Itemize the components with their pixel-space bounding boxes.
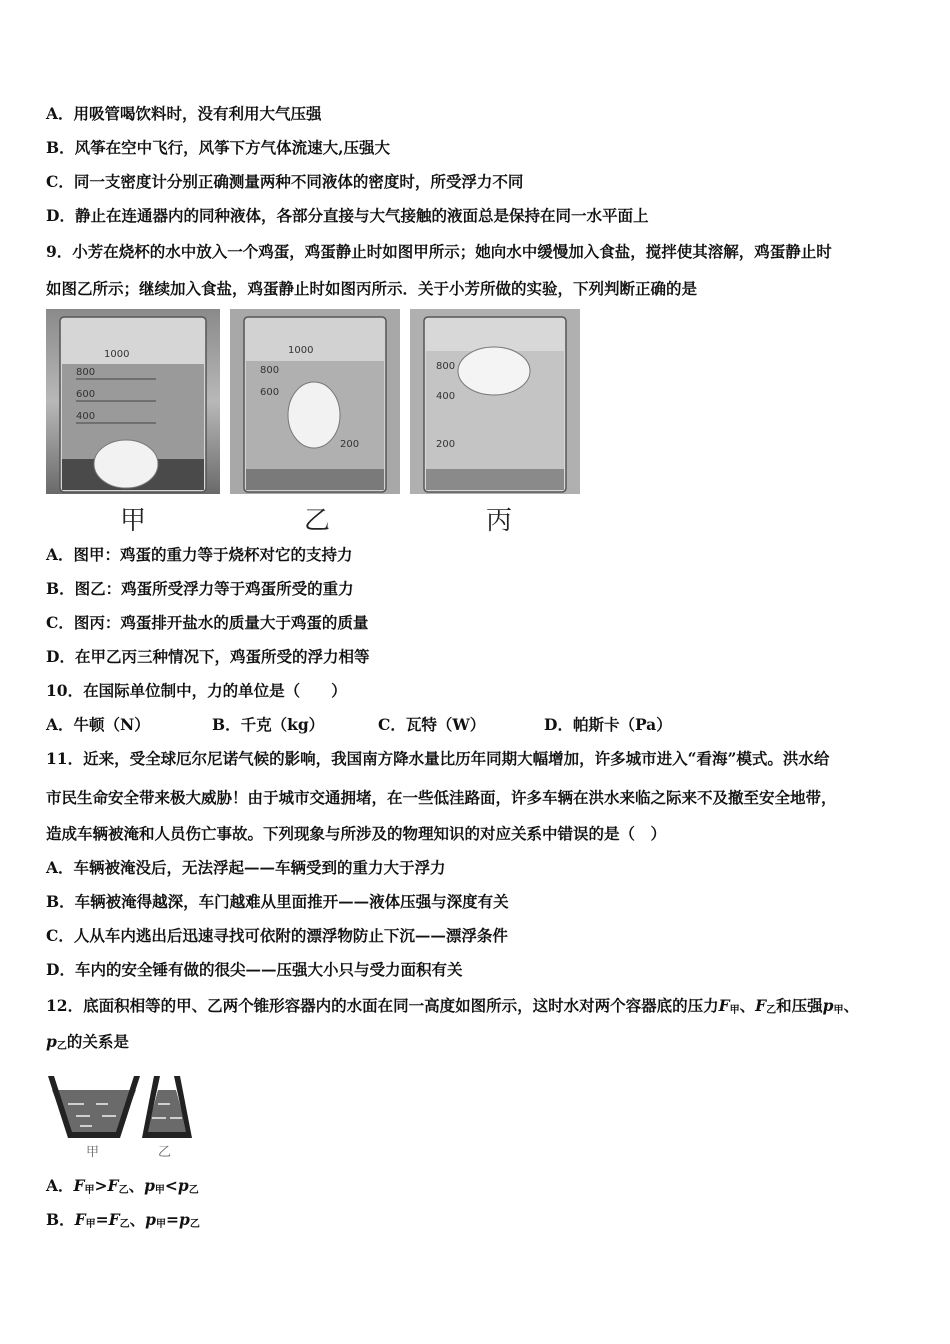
opt-label: B． [46, 1210, 75, 1229]
sep: 、 [843, 996, 859, 1015]
q10-stem: 10．在国际单位制中，力的单位是（ ） [46, 681, 347, 700]
q12-stem-line1 [46, 994, 859, 1016]
cone-containers-figure [46, 1074, 196, 1160]
opt-label: A． [46, 1176, 74, 1195]
var-p: p [46, 1032, 57, 1051]
q10-option-c: C．瓦特（W） [378, 715, 486, 734]
var-F: F [74, 1210, 86, 1229]
sub-yi: 乙 [766, 1005, 777, 1016]
q11-option-c: C．人从车内逃出后迅速寻找可依附的漂浮物防止下沉——漂浮条件 [46, 926, 508, 945]
caption-yi: 乙 [304, 506, 331, 536]
beaker-mark-1000: 1000 [288, 345, 314, 356]
q11-option-d: D．车内的安全锤有做的很尖——压强大小只与受力面积有关 [46, 960, 463, 979]
sep: 、 [739, 996, 756, 1015]
caption-jia: 甲 [120, 506, 147, 536]
q12-stem-text2: 和压强 [776, 996, 823, 1015]
beaker-photo-jia [46, 309, 220, 494]
beaker-mark-1000: 1000 [104, 349, 130, 360]
var-p: p [822, 996, 834, 1015]
q11-stem-line2: 市民生命安全带来极大威胁！由于城市交通拥堵，在一些低洼路面，许多车辆在洪水来临之际来不及撤至安全地带， [46, 788, 837, 807]
q12-option-b [46, 1208, 200, 1230]
q10-options [46, 713, 672, 735]
q8-option-c: C．同一支密度计分别正确测量两种不同液体的密度时，所受浮力不同 [46, 172, 524, 191]
sub-jia: 甲 [154, 1185, 165, 1196]
var-p: p [179, 1210, 190, 1229]
sub-jia: 甲 [156, 1219, 166, 1230]
q8-option-a: A．用吸管喝饮料时，没有利用大气压强 [46, 104, 322, 123]
q10-option-b: B．千克（kg） [212, 715, 325, 734]
sub-yi: 乙 [189, 1219, 200, 1230]
q9-option-d: D．在甲乙丙三种情况下，鸡蛋所受的浮力相等 [46, 647, 370, 666]
q11-stem-line1: 11．近来，受全球厄尔尼诺气候的影响，我国南方降水量比历年同期大幅增加，许多城市进入“看海”模式。洪水给 [46, 749, 830, 768]
sub-jia: 甲 [84, 1185, 95, 1196]
sub-yi: 乙 [119, 1219, 130, 1230]
q12-stem-text: 12．底面积相等的甲、乙两个锥形容器内的水面在同一高度如图所示，这时水对两个容器底的压力 [46, 996, 719, 1015]
sub-yi: 乙 [188, 1185, 199, 1196]
beaker-mark-600: 600 [260, 387, 280, 398]
sub-jia: 甲 [729, 1005, 740, 1016]
beaker-mark-600: 600 [76, 389, 96, 400]
q8-option-d: D．静止在连通器内的同种液体，各部分直接与大气接触的液面总是保持在同一水平面上 [46, 206, 649, 225]
q12-stem-text3: 的关系是 [66, 1032, 129, 1051]
q8-option-b: B．风筝在空中飞行，风筝下方气体流速大,压强大 [46, 138, 390, 157]
sep: 、 [129, 1210, 146, 1229]
var-p: p [145, 1210, 156, 1229]
beaker-mark-400: 400 [436, 391, 456, 402]
q9-option-a: A．图甲：鸡蛋的重力等于烧杯对它的支持力 [46, 545, 353, 564]
q10-option-d: D．帕斯卡（Pa） [544, 715, 672, 734]
beaker-photo-yi [230, 309, 400, 494]
caption-yi-small: 乙 [158, 1145, 172, 1160]
beaker-mark-200: 200 [340, 439, 360, 450]
var-p: p [177, 1176, 189, 1195]
sub-jia: 甲 [85, 1219, 96, 1230]
q9-option-c: C．图丙：鸡蛋排开盐水的质量大于鸡蛋的质量 [46, 613, 369, 632]
sub-jia: 甲 [833, 1005, 844, 1016]
var-F: F [755, 996, 767, 1015]
beaker-mark-800: 800 [260, 365, 280, 376]
q9-stem-line1: 9．小芳在烧杯的水中放入一个鸡蛋，鸡蛋静止时如图甲所示；她向水中缓慢加入食盐，搅拌使其溶解，鸡蛋静止时 [46, 242, 832, 261]
relation: = [95, 1210, 109, 1229]
caption-bing: 丙 [486, 506, 513, 536]
q12-option-a [46, 1174, 199, 1196]
sub-yi: 乙 [56, 1041, 67, 1052]
var-p: p [144, 1176, 155, 1195]
beaker-photo-bing [410, 309, 580, 494]
beaker-mark-800: 800 [76, 367, 96, 378]
relation: > [94, 1176, 108, 1195]
var-F: F [718, 996, 730, 1015]
q9-option-b: B．图乙：鸡蛋所受浮力等于鸡蛋所受的重力 [46, 579, 354, 598]
q11-option-b: B．车辆被淹得越深，车门越难从里面推开——液体压强与深度有关 [46, 892, 509, 911]
var-F: F [108, 1210, 120, 1229]
beaker-mark-800: 800 [436, 361, 456, 372]
q11-option-a: A．车辆被淹没后，无法浮起——车辆受到的重力大于浮力 [46, 858, 446, 877]
sep: 、 [128, 1176, 145, 1195]
q12-stem-line2 [46, 1030, 129, 1052]
var-F: F [73, 1176, 85, 1195]
q10-option-a: A．牛顿（N） [46, 715, 150, 734]
q9-stem-line2: 如图乙所示；继续加入食盐，鸡蛋静止时如图丙所示．关于小芳所做的实验，下列判断正确的是 [46, 279, 698, 298]
q11-stem-line3: 造成车辆被淹和人员伤亡事故。下列现象与所涉及的物理知识的对应关系中错误的是（ ） [46, 824, 667, 843]
var-F: F [107, 1176, 119, 1195]
sub-yi: 乙 [118, 1185, 129, 1196]
beaker-mark-400: 400 [76, 411, 96, 422]
caption-jia-small: 甲 [86, 1145, 100, 1160]
relation: < [164, 1176, 178, 1195]
relation: = [166, 1210, 179, 1229]
beaker-mark-200: 200 [436, 439, 456, 450]
